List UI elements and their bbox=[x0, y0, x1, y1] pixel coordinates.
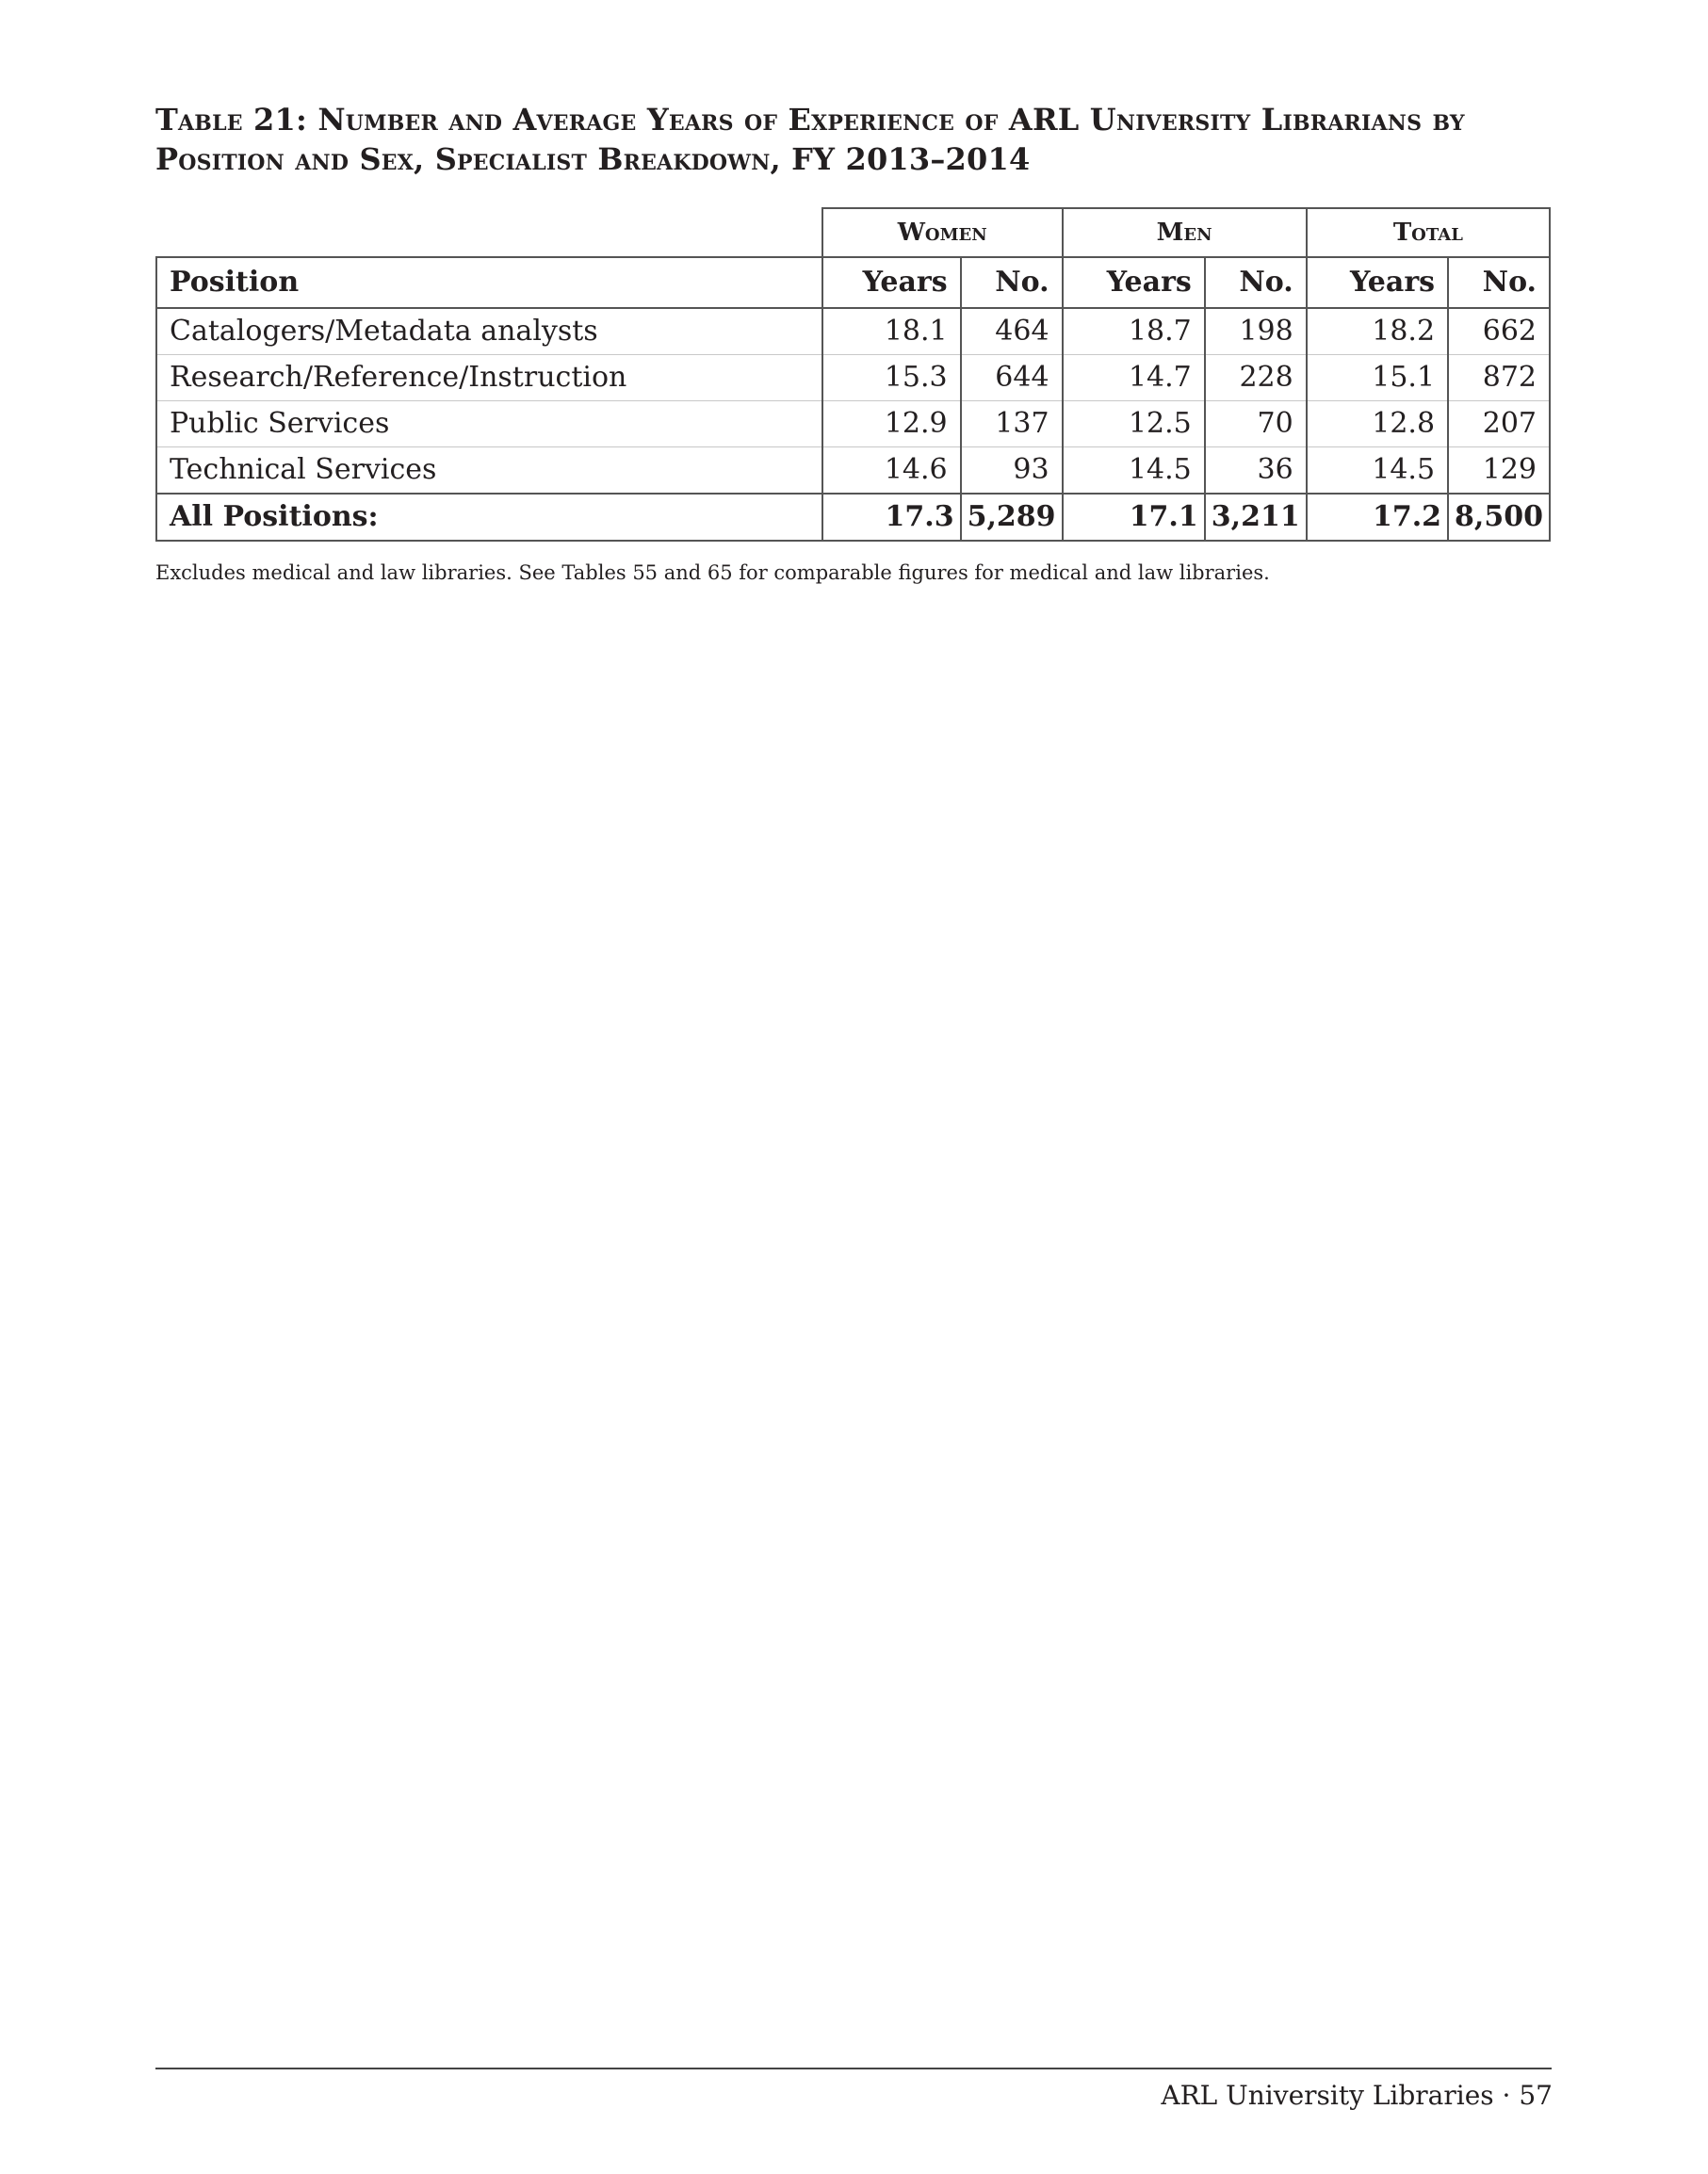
row-position: Research/Reference/Instruction bbox=[156, 355, 822, 401]
women-no-cell: 644 bbox=[961, 355, 1063, 401]
table-title: Table 21: Number and Average Years of Experience of ARL University Librarians by Position and Sex, Specialist Breakdown, FY 2013–2014 bbox=[155, 102, 1465, 177]
group-header-men: Men bbox=[1063, 208, 1307, 257]
total-no-cell: 129 bbox=[1448, 447, 1550, 495]
total-men-no-cell: 3,211 bbox=[1205, 494, 1307, 541]
total-years-cell: 18.2 bbox=[1307, 308, 1448, 355]
men-years-cell: 18.7 bbox=[1063, 308, 1205, 355]
women-years-cell: 12.9 bbox=[822, 401, 961, 447]
total-no-cell: 207 bbox=[1448, 401, 1550, 447]
column-header-women-years: Years bbox=[822, 257, 961, 308]
column-header-men-no: No. bbox=[1205, 257, 1307, 308]
total-women-no-cell: 5,289 bbox=[961, 494, 1063, 541]
group-header-total: Total bbox=[1307, 208, 1550, 257]
total-women-years-cell: 17.3 bbox=[822, 494, 961, 541]
men-years-cell: 14.7 bbox=[1063, 355, 1205, 401]
men-no-cell: 36 bbox=[1205, 447, 1307, 495]
row-position: Public Services bbox=[156, 401, 822, 447]
table-row bbox=[156, 401, 1550, 447]
women-no-cell: 464 bbox=[961, 308, 1063, 355]
table-row bbox=[156, 355, 1550, 401]
column-header-total-years: Years bbox=[1307, 257, 1448, 308]
total-total-years-cell: 17.2 bbox=[1307, 494, 1448, 541]
total-years-cell: 15.1 bbox=[1307, 355, 1448, 401]
total-years-cell: 12.8 bbox=[1307, 401, 1448, 447]
women-years-cell: 14.6 bbox=[822, 447, 961, 495]
experience-table bbox=[155, 207, 1551, 542]
total-row bbox=[156, 494, 1550, 541]
column-header-total-no: No. bbox=[1448, 257, 1550, 308]
women-years-cell: 15.3 bbox=[822, 355, 961, 401]
page-footer: ARL University Libraries · 57 bbox=[1161, 2080, 1553, 2111]
group-header-women: Women bbox=[822, 208, 1063, 257]
total-years-cell: 14.5 bbox=[1307, 447, 1448, 495]
table-row bbox=[156, 447, 1550, 495]
header-blank bbox=[156, 208, 822, 257]
total-total-no-cell: 8,500 bbox=[1448, 494, 1550, 541]
men-no-cell: 198 bbox=[1205, 308, 1307, 355]
men-years-cell: 12.5 bbox=[1063, 401, 1205, 447]
table-row bbox=[156, 308, 1550, 355]
women-no-cell: 93 bbox=[961, 447, 1063, 495]
men-years-cell: 14.5 bbox=[1063, 447, 1205, 495]
women-years-cell: 18.1 bbox=[822, 308, 961, 355]
total-men-years-cell: 17.1 bbox=[1063, 494, 1205, 541]
row-position: Technical Services bbox=[156, 447, 822, 495]
total-no-cell: 662 bbox=[1448, 308, 1550, 355]
column-header-women-no: No. bbox=[961, 257, 1063, 308]
women-no-cell: 137 bbox=[961, 401, 1063, 447]
footer-divider bbox=[155, 2068, 1552, 2069]
men-no-cell: 228 bbox=[1205, 355, 1307, 401]
column-header-men-years: Years bbox=[1063, 257, 1205, 308]
men-no-cell: 70 bbox=[1205, 401, 1307, 447]
row-position: Catalogers/Metadata analysts bbox=[156, 308, 822, 355]
column-header-position: Position bbox=[156, 257, 822, 308]
total-row-label: All Positions: bbox=[156, 494, 822, 541]
total-no-cell: 872 bbox=[1448, 355, 1550, 401]
table-note: Excludes medical and law libraries. See Tables 55 and 65 for comparable figures for medical and law libraries. bbox=[155, 561, 1270, 584]
